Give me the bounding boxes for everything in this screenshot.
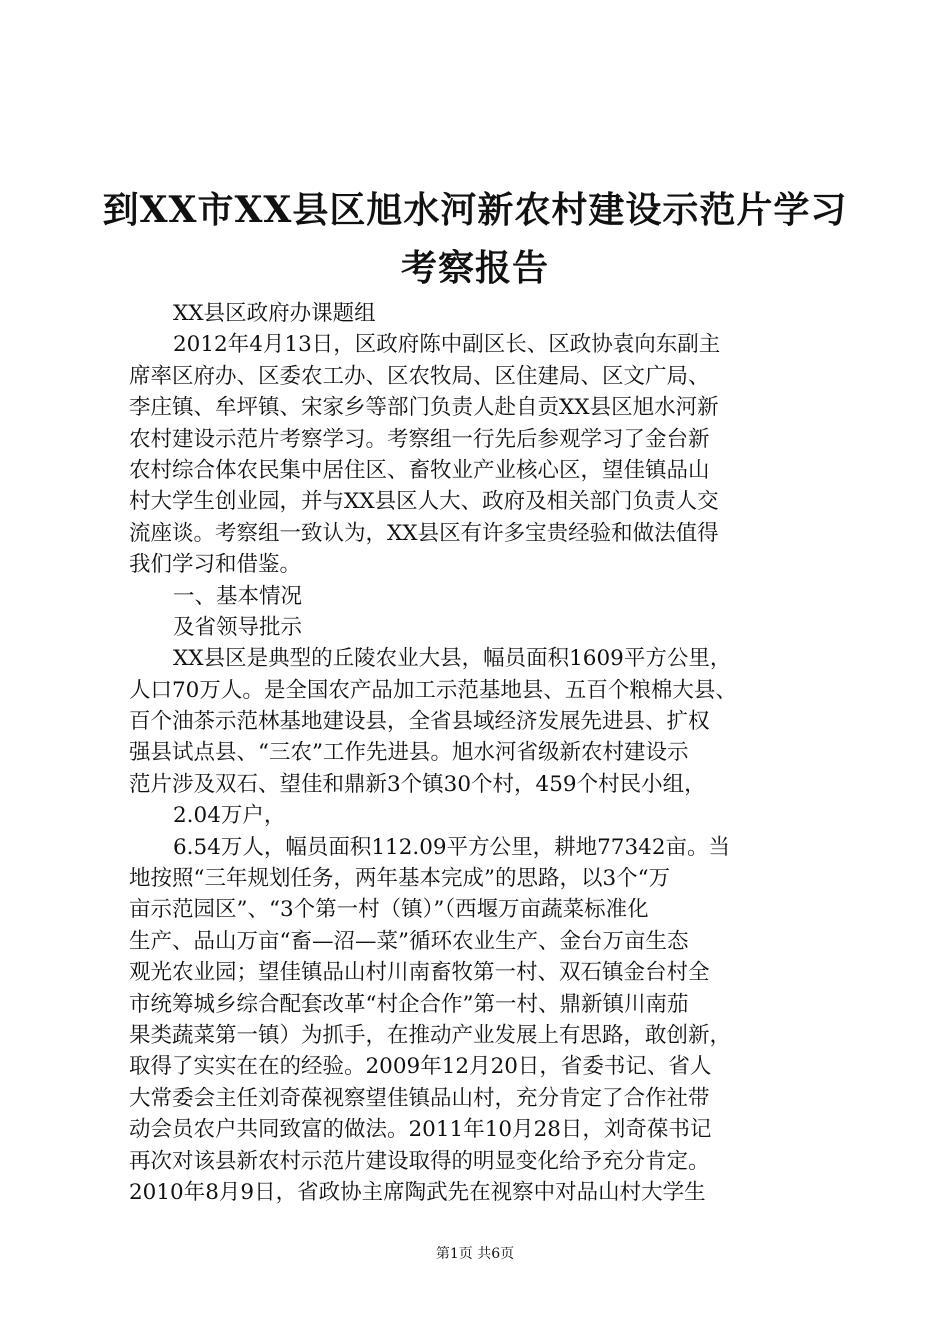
body-line: 果类蔬菜第一镇）为抓手，在推动产业发展上有思路，敢创新，	[129, 1022, 732, 1048]
document-body	[129, 298, 834, 1208]
body-line: 范片涉及双石、望佳和鼎新3个镇30个村，459个村民小组，	[129, 771, 706, 797]
body-line: 再次对该县新农村示范片建设取得的明显变化给予充分肯定。	[129, 1148, 710, 1174]
body-line: 观光农业园；望佳镇品山村川南畜牧第一村、双石镇金台村全	[129, 960, 710, 986]
body-line: 2010年8月9日，省政协主席陶武先在视察中对品山村大学生	[129, 1179, 706, 1205]
body-line: 人口70万人。是全国农产品加工示范基地县、五百个粮棉大县、	[129, 677, 737, 703]
body-line: 及省领导批示	[173, 614, 303, 640]
body-line: 取得了实实在在的经验。2009年12月20日，省委书记、省人	[129, 1054, 712, 1080]
document-title-line-2: 考察报告	[400, 247, 549, 289]
body-line: 百个油茶示范林基地建设县，全省县域经济发展先进县、扩权	[129, 709, 710, 735]
body-line: 2012年4月13日，区政府陈中副区长、区政协袁向东副主	[173, 332, 721, 358]
body-line: 2.04万户，	[173, 803, 286, 829]
body-line: XX县区政府办课题组	[173, 301, 376, 326]
body-line: 强县试点县、“三农”工作先进县。旭水河省级新农村建设示	[129, 740, 689, 766]
body-line: 动会员农户共同致富的做法。2011年10月28日，刘奇葆书记	[129, 1117, 712, 1143]
body-line: 市统筹城乡综合配套改革“村企合作”第一村、鼎新镇川南茄	[129, 991, 689, 1017]
body-line: 村大学生创业园，并与XX县区人大、政府及相关部门负责人交	[129, 489, 719, 515]
body-line: 生产、品山万亩“畜—沼—菜”循环农业生产、金台万亩生态	[129, 928, 689, 954]
document-title-line-1: 到XX市XX县区旭水河新农村建设示范片学习	[102, 189, 848, 231]
body-line: 大常委会主任刘奇葆视察望佳镇品山村，充分肯定了合作社带	[129, 1085, 710, 1111]
body-line: XX县区是典型的丘陵农业大县，幅员面积1609平方公里，	[173, 646, 732, 672]
page-footer: 第1页 共6页	[435, 1246, 515, 1262]
body-line: 席率区府办、区委农工办、区农牧局、区住建局、区文广局、	[129, 363, 710, 389]
body-line: 一、基本情况	[173, 583, 303, 609]
body-line: 李庄镇、牟坪镇、宋家乡等部门负责人赴自贡XX县区旭水河新	[129, 395, 719, 421]
body-line: 6.54万人，幅员面积112.09平方公里，耕地77342亩。当	[173, 834, 730, 860]
body-line: 地按照“三年规划任务，两年基本完成”的思路，以3个“万	[129, 866, 671, 892]
body-line: 我们学习和借鉴。	[129, 552, 302, 578]
body-line: 亩示范园区”、“3个第一村（镇）”（西堰万亩蔬菜标准化	[129, 897, 649, 923]
body-line: 农村综合体农民集中居住区、畜牧业产业核心区，望佳镇品山	[129, 457, 710, 483]
body-line: 农村建设示范片考察学习。考察组一行先后参观学习了金台新	[129, 426, 710, 452]
body-line: 流座谈。考察组一致认为，XX县区有许多宝贵经验和做法值得	[129, 520, 719, 546]
